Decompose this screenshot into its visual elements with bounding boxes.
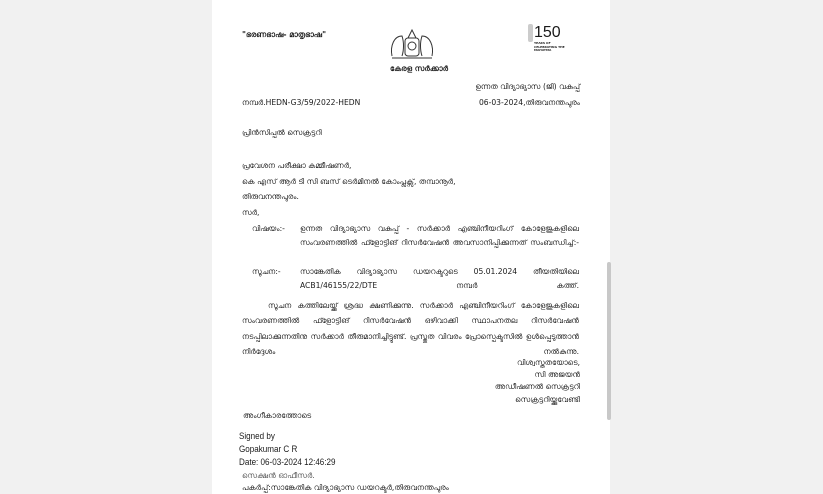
subject-label: വിഷയം:- <box>252 224 285 233</box>
date-place: 06-03-2024,തിരുവനന്തപുരം <box>478 98 580 107</box>
approval: അംഗീകാരത്തോടെ <box>243 411 312 420</box>
emblem-caption: കേരള സർക്കാർ <box>390 64 449 73</box>
on-behalf: സെക്രട്ടറിയ്ക്കുവേണ്ടി <box>515 395 580 404</box>
document-page <box>212 0 610 494</box>
motto: "ഭരണഭാഷ- മാതൃഭാഷ" <box>242 30 327 39</box>
section-officer: സെക്ഷൻ ഓഫീസർ. <box>242 471 315 480</box>
to-line: പ്രവേശന പരീക്ഷാ കമ്മീഷണർ, <box>242 161 352 170</box>
department: ഉന്നത വിദ്യാഭ്യാസ (ജി) വകുപ്പ് <box>475 82 580 91</box>
signature-date: Date: 06-03-2024 12:46:29 <box>239 457 336 468</box>
gandhi-150-logo: 150 YEARS OF CELEBRATING THE MAHATMA <box>528 24 572 56</box>
scrollbar-thumb[interactable] <box>607 262 611 420</box>
signed-by: Signed by <box>239 431 275 442</box>
kerala-emblem-logo <box>386 26 438 62</box>
signatory-name: സി അജയൻ <box>534 370 580 379</box>
from: പ്രിൻസിപ്പൽ സെക്രട്ടറി <box>242 128 322 137</box>
reference-text: സാങ്കേതിക വിദ്യാഭ്യാസ ഡയറക്ടറുടെ 05.01.2024 തീയതിയിലെ ACB1/46155/22/DTE നമ്പർ കത്ത്. <box>300 267 579 290</box>
reference-label: സൂചന:- <box>252 267 281 276</box>
signatory-designation: അഡീഷണൽ സെക്രട്ടറി <box>494 382 580 391</box>
closing: വിശ്വസ്തതയോടെ, <box>517 358 580 367</box>
to-line: കെ എസ് ആർ ടി സി ബസ് ടെർമിനൽ കോംപ്ലക്സ്, തമ്പാനൂർ, <box>242 177 456 186</box>
to-line: തിരുവനന്തപുരം. <box>242 192 299 201</box>
salutation: സർ, <box>242 208 260 217</box>
copy-to: പകർപ്പ്:സാങ്കേതിക വിദ്യാഭ്യാസ ഡയറക്ടർ,തിരുവനന്തപുരം <box>242 483 449 492</box>
signer-name: Gopakumar C R <box>239 444 298 455</box>
body-paragraph: സൂചന കത്തിലേയ്ക്ക് ശ്രദ്ധ ക്ഷണിക്കുന്നു. സർക്കാർ എഞ്ചിനീയറിംഗ് കോളേജുകളിലെ സംവരണത്തിൽ ഫ്ളോട്ടിങ് റിസർവേഷൻ ഒഴിവാക്കി സ്ഥാപനതല റിസർവേഷൻ നടപ്പിലാക്കുന്നതിനു സർക്കാർ തീരുമാനിച്ചിട്ടുണ്ട്. പ്രസ്തുത വിവരം പ്രോസ്പെക്ടസിൽ ഉൾപ്പെടുത്താൻ നിർദ്ദേശം നൽകുന്നു. <box>242 301 579 357</box>
file-number: നമ്പർ.HEDN-G3/59/2022-HEDN <box>242 98 361 107</box>
subject-text: ഉന്നത വിദ്യാഭ്യാസ വകുപ്പ് - സർക്കാർ എഞ്ചിനീയറിംഗ് കോളേജുകളിലെ സംവരണത്തിൽ ഫ്ളോട്ടിങ് റിസർവേഷൻ അവസാനിപ്പിക്കുന്നത് സംബന്ധിച്ച്:- <box>300 224 579 247</box>
